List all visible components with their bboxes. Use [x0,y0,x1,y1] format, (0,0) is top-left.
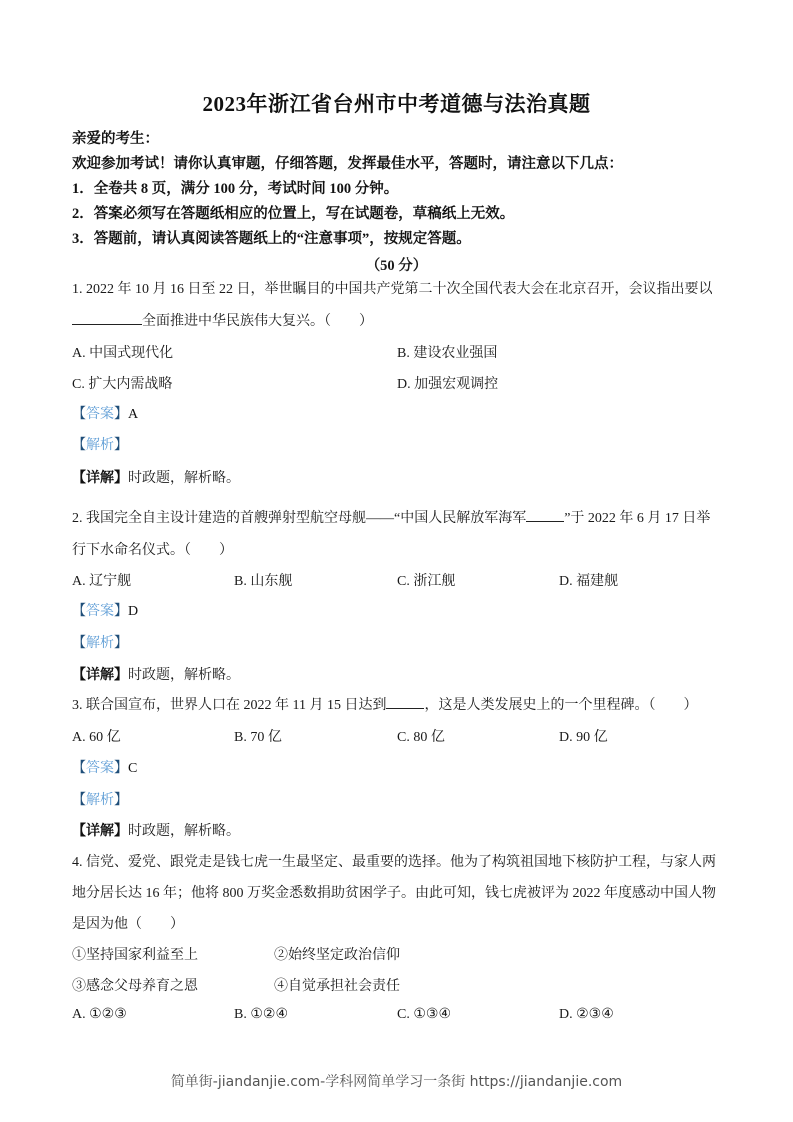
q1-option-c: C. 扩大内需战略 [72,377,173,392]
q3-option-d: D. 90 亿 [559,730,608,745]
q4-option-c: C. ①③④ [397,1007,451,1022]
q3-option-b: B. 70 亿 [234,730,282,745]
answer-label: 答案 [86,407,114,422]
q2-option-b: B. 山东舰 [234,574,293,589]
q1-answer-value: A [128,407,139,422]
q4-option-a: A. ①②③ [72,1007,127,1022]
q2-stem-line1: 2. 我国完全自主设计建造的首艘弹射型航空母舰——“中国人民解放军海军 ”于 2022 年 6 月 17 日举 [72,507,710,527]
answer-label: 答案 [86,604,114,619]
q4-option-b: B. ①②④ [234,1007,288,1022]
q3-blank [386,694,424,709]
intro-welcome: 欢迎参加考试！请你认真审题，仔细答题，发挥最佳水平，答题时，请注意以下几点： [72,156,623,172]
q2-option-c: C. 浙江舰 [397,574,456,589]
q4-stem-line1: 4. 信党、爱党、跟党走是钱七虎一生最坚定、最重要的选择。他为了构筑祖国地下核防护工程，与家人两 [72,855,716,870]
q4-stem-line2: 地分居长达 16 年；他将 800 万奖金悉数捐助贫困学子。由此可知，钱七虎被评为 2022 年度感动中国人物 [72,886,716,901]
q4-statement-4: ④自觉承担社会责任 [274,979,400,994]
q2-option-d: D. 福建舰 [559,574,619,589]
footer-watermark: 简单街-jiandanjie.com-学科网简单学习一条街 https://jiandanjie.com [170,1074,623,1090]
q2-option-a: A. 辽宁舰 [72,574,132,589]
q3-analysis: 【解析】 [72,793,128,808]
intro-note-3: 3．答题前，请认真阅读答题纸上的“注意事项”，按规定答题。 [72,231,471,247]
detail-label: 【详解】 [72,668,128,683]
q1-stem-line1: 1. 2022 年 10 月 16 日至 22 日，举世瞩目的中国共产党第二十次全国代表大会在北京召开，会议指出要以 [72,282,713,297]
q4-option-d: D. ②③④ [559,1007,614,1022]
q4-statement-2: ②始终坚定政治信仰 [274,948,400,963]
q3-option-a: A. 60 亿 [72,730,121,745]
detail-label: 【详解】 [72,824,128,839]
q3-answer: 【答案】C [72,761,138,776]
intro-greeting: 亲爱的考生： [72,131,159,147]
q1-detail: 【详解】时政题，解析略。 [72,471,240,486]
analysis-label: 解析 [86,636,114,651]
q1-option-a: A. 中国式现代化 [72,346,174,361]
q3-detail: 【详解】时政题，解析略。 [72,824,240,839]
section-score: （50 分） [365,258,428,274]
q1-stem-tail: 全面推进中华民族伟大复兴。（ ） [142,314,373,329]
q2-detail: 【详解】时政题，解析略。 [72,668,240,683]
detail-label: 【详解】 [72,471,128,486]
q1-blank [72,310,142,325]
q4-statement-3: ③感念父母养育之恩 [72,979,198,994]
answer-label: 答案 [86,761,114,776]
intro-note-2: 2．答案必须写在答题纸相应的位置上，写在试题卷，草稿纸上无效。 [72,206,515,222]
q2-analysis: 【解析】 [72,636,128,651]
q3-stem: 3. 联合国宣布，世界人口在 2022 年 11 月 15 日达到 ，这是人类发展史上的一个里程碑。（ ） [72,694,697,714]
page-title: 2023年浙江省台州市中考道德与法治真题 [202,92,591,116]
q1-stem-line2 [72,310,373,330]
q2-stem-line2: 行下水命名仪式。（ ） [72,543,233,558]
q1-option-b: B. 建设农业强国 [397,346,498,361]
q4-statement-1: ①坚持国家利益至上 [72,948,198,963]
analysis-label: 解析 [86,793,114,808]
q3-option-c: C. 80 亿 [397,730,445,745]
q2-answer-value: D [128,604,139,619]
intro-note-1: 1．全卷共 8 页，满分 100 分，考试时间 100 分钟。 [72,181,399,197]
q1-analysis: 【解析】 [72,438,128,453]
q2-answer: 【答案】D [72,604,139,619]
q2-blank [526,507,564,522]
q1-option-d: D. 加强宏观调控 [397,377,499,392]
q3-answer-value: C [128,761,138,776]
q4-stem-line3: 是因为他（ ） [72,917,184,932]
analysis-label: 解析 [86,438,114,453]
q1-answer: 【答案】A [72,407,139,422]
